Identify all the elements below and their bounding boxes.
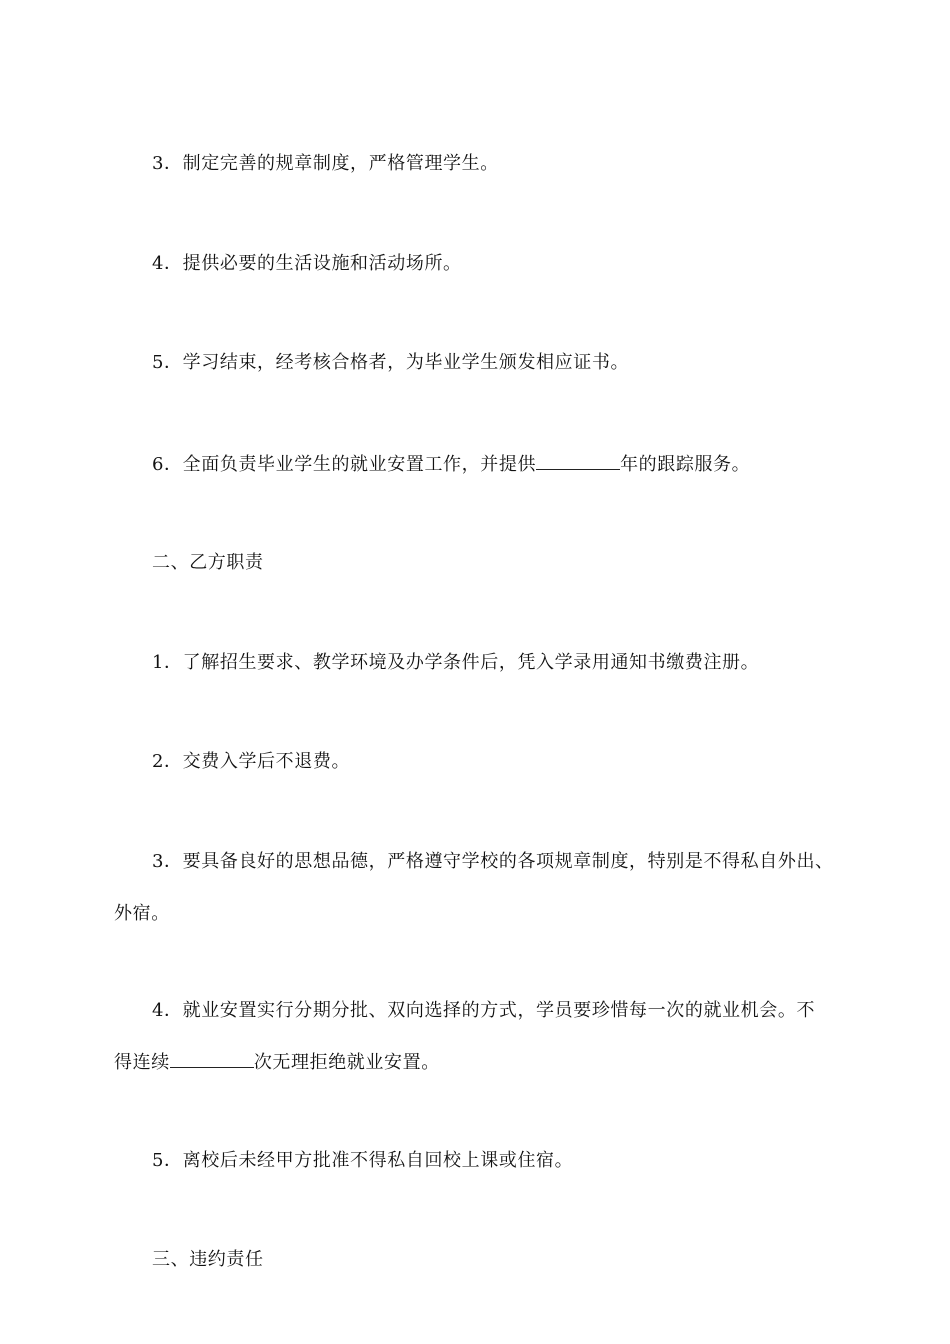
party-b-item-4-line-1: 4．就业安置实行分期分批、双向选择的方式，学员要珍惜每一次的就业机会。不	[152, 1000, 816, 1021]
tracking-years-blank	[536, 451, 620, 470]
party-a-item-5: 5．学习结束，经考核合格者，为毕业学生颁发相应证书。	[152, 352, 630, 373]
party-b-item-1: 1．了解招生要求、教学环境及办学条件后，凭入学录用通知书缴费注册。	[152, 652, 760, 673]
party-a-item-6-text-after: 年的跟踪服务。	[620, 454, 751, 475]
party-a-item-6-text-before: 6．全面负责毕业学生的就业安置工作，并提供	[152, 454, 537, 475]
party-b-item-3-line-2: 外宿。	[114, 903, 170, 924]
party-b-item-3-line-1: 3．要具备良好的思想品德，严格遵守学校的各项规章制度，特别是不得私自外出、	[152, 851, 834, 872]
section-heading-liability: 三、违约责任	[152, 1249, 264, 1270]
party-b-item-2: 2．交费入学后不退费。	[152, 751, 351, 772]
refusal-count-blank	[170, 1049, 254, 1068]
party-b-item-4-line-2	[114, 1049, 440, 1075]
party-a-item-6	[152, 451, 750, 477]
party-b-item-4-text-before: 得连续	[114, 1052, 170, 1073]
party-b-item-4-text-after: 次无理拒绝就业安置。	[253, 1052, 440, 1073]
section-heading-party-b-duties: 二、乙方职责	[152, 552, 264, 573]
party-b-item-5: 5．离校后未经甲方批准不得私自回校上课或住宿。	[152, 1150, 574, 1171]
party-a-item-3: 3．制定完善的规章制度，严格管理学生。	[152, 153, 499, 174]
party-a-item-4: 4．提供必要的生活设施和活动场所。	[152, 253, 462, 274]
